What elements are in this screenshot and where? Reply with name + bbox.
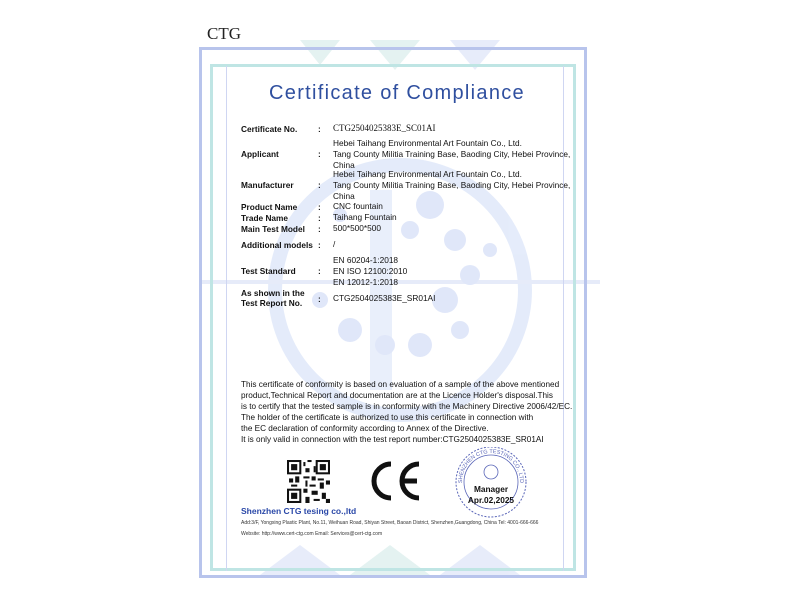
- corner-mark: CTG: [207, 24, 241, 43]
- colon: :: [318, 266, 321, 276]
- applicant-label: Applicant: [241, 149, 279, 159]
- statement-line: The holder of the certificate is authorized to use this certificate in connection with: [241, 413, 534, 422]
- applicant-line: Hebei Taihang Environmental Art Fountain Co., Ltd.: [333, 138, 522, 148]
- certificate-title: Certificate of Compliance: [269, 82, 525, 104]
- statement-line: This certificate of conformity is based on evaluation of a sample of the above mentioned: [241, 380, 560, 389]
- manufacturer-line: Hebei Taihang Environmental Art Fountain Co., Ltd.: [333, 169, 522, 179]
- conformity-statement: [241, 379, 571, 445]
- colon: :: [318, 202, 321, 212]
- seal-text: SHENZHEN CTG TESTING CO., LTD: [457, 448, 525, 484]
- statement-line: product,Technical Report and documentation are at the Licence Holder's disposal.This: [241, 391, 553, 400]
- issue-date: Apr.02,2025: [467, 495, 515, 505]
- main-test-model-value: 500*500*500: [333, 223, 381, 233]
- colon: :: [318, 180, 321, 190]
- colon: :: [318, 224, 321, 234]
- colon: :: [318, 149, 321, 159]
- product-name-label: Product Name: [241, 202, 298, 212]
- company-seal: [455, 447, 527, 519]
- product-name-value: CNC fountain: [333, 201, 383, 211]
- issuer-contact: Website: http://www.cert-ctg.com Email: Services@cert-ctg.com: [241, 531, 383, 537]
- test-report-label-line: As shown in the: [241, 288, 305, 298]
- applicant-line: China: [333, 160, 355, 170]
- certificate-no-value: CTG2504025383E_SC01AI: [333, 123, 436, 133]
- certificate-no-label: Certificate No.: [241, 124, 298, 134]
- test-report-label-line: Test Report No.: [241, 298, 303, 308]
- colon: :: [318, 124, 321, 134]
- manufacturer-label: Manufacturer: [241, 180, 294, 190]
- test-report-value: CTG2504025383E_SR01AI: [333, 293, 436, 303]
- colon: :: [318, 294, 321, 304]
- standard-line: EN 60204-1:2018: [333, 255, 399, 265]
- standard-line: EN ISO 12100:2010: [333, 266, 408, 276]
- additional-models-label: Additional models: [241, 240, 313, 250]
- statement-line: It is only valid in connection with the test report number:CTG2504025383E_SR01AI: [241, 435, 544, 444]
- colon: :: [318, 240, 321, 250]
- standard-line: EN 12012-1:2018: [333, 277, 399, 287]
- statement-line: the EC declaration of conformity according to Annex of the Directive.: [241, 424, 489, 433]
- colon: :: [318, 213, 321, 223]
- additional-models-value: /: [333, 239, 336, 249]
- main-test-model-label: Main Test Model: [241, 224, 305, 234]
- signatory-role: Manager: [473, 484, 509, 494]
- issuer-company-name: Shenzhen CTG tesing co.,ltd: [241, 506, 357, 516]
- applicant-value: [333, 138, 570, 171]
- test-standard-value: [333, 255, 407, 288]
- test-standard-label: Test Standard: [241, 266, 296, 276]
- trade-name-value: Taihang Fountain: [333, 212, 397, 222]
- trade-name-label: Trade Name: [241, 213, 289, 223]
- issuer-address: Add:3/F, Yongxing Plastic Plant, No.11, Weihuan Road, Shiyan Street, Baoan District, Shenzhen,Guangdong, China Tel: 4001-666-666: [241, 520, 539, 526]
- svg-text:SHENZHEN CTG TESTING CO., LTD: [458, 449, 524, 483]
- manufacturer-line: Tang County Militia Training Base, Baoding City, Hebei Province,: [333, 180, 571, 190]
- manufacturer-line: China: [333, 191, 355, 201]
- ce-mark-icon: [367, 458, 423, 504]
- statement-line: is to certify that the tested sample is in conformity with the Machinery Directive 2006/42/EC.: [241, 402, 573, 411]
- test-report-label: [241, 288, 305, 308]
- manufacturer-value: [333, 169, 570, 202]
- qr-code: [287, 460, 330, 503]
- applicant-line: Tang County Militia Training Base, Baoding City, Hebei Province,: [333, 149, 571, 159]
